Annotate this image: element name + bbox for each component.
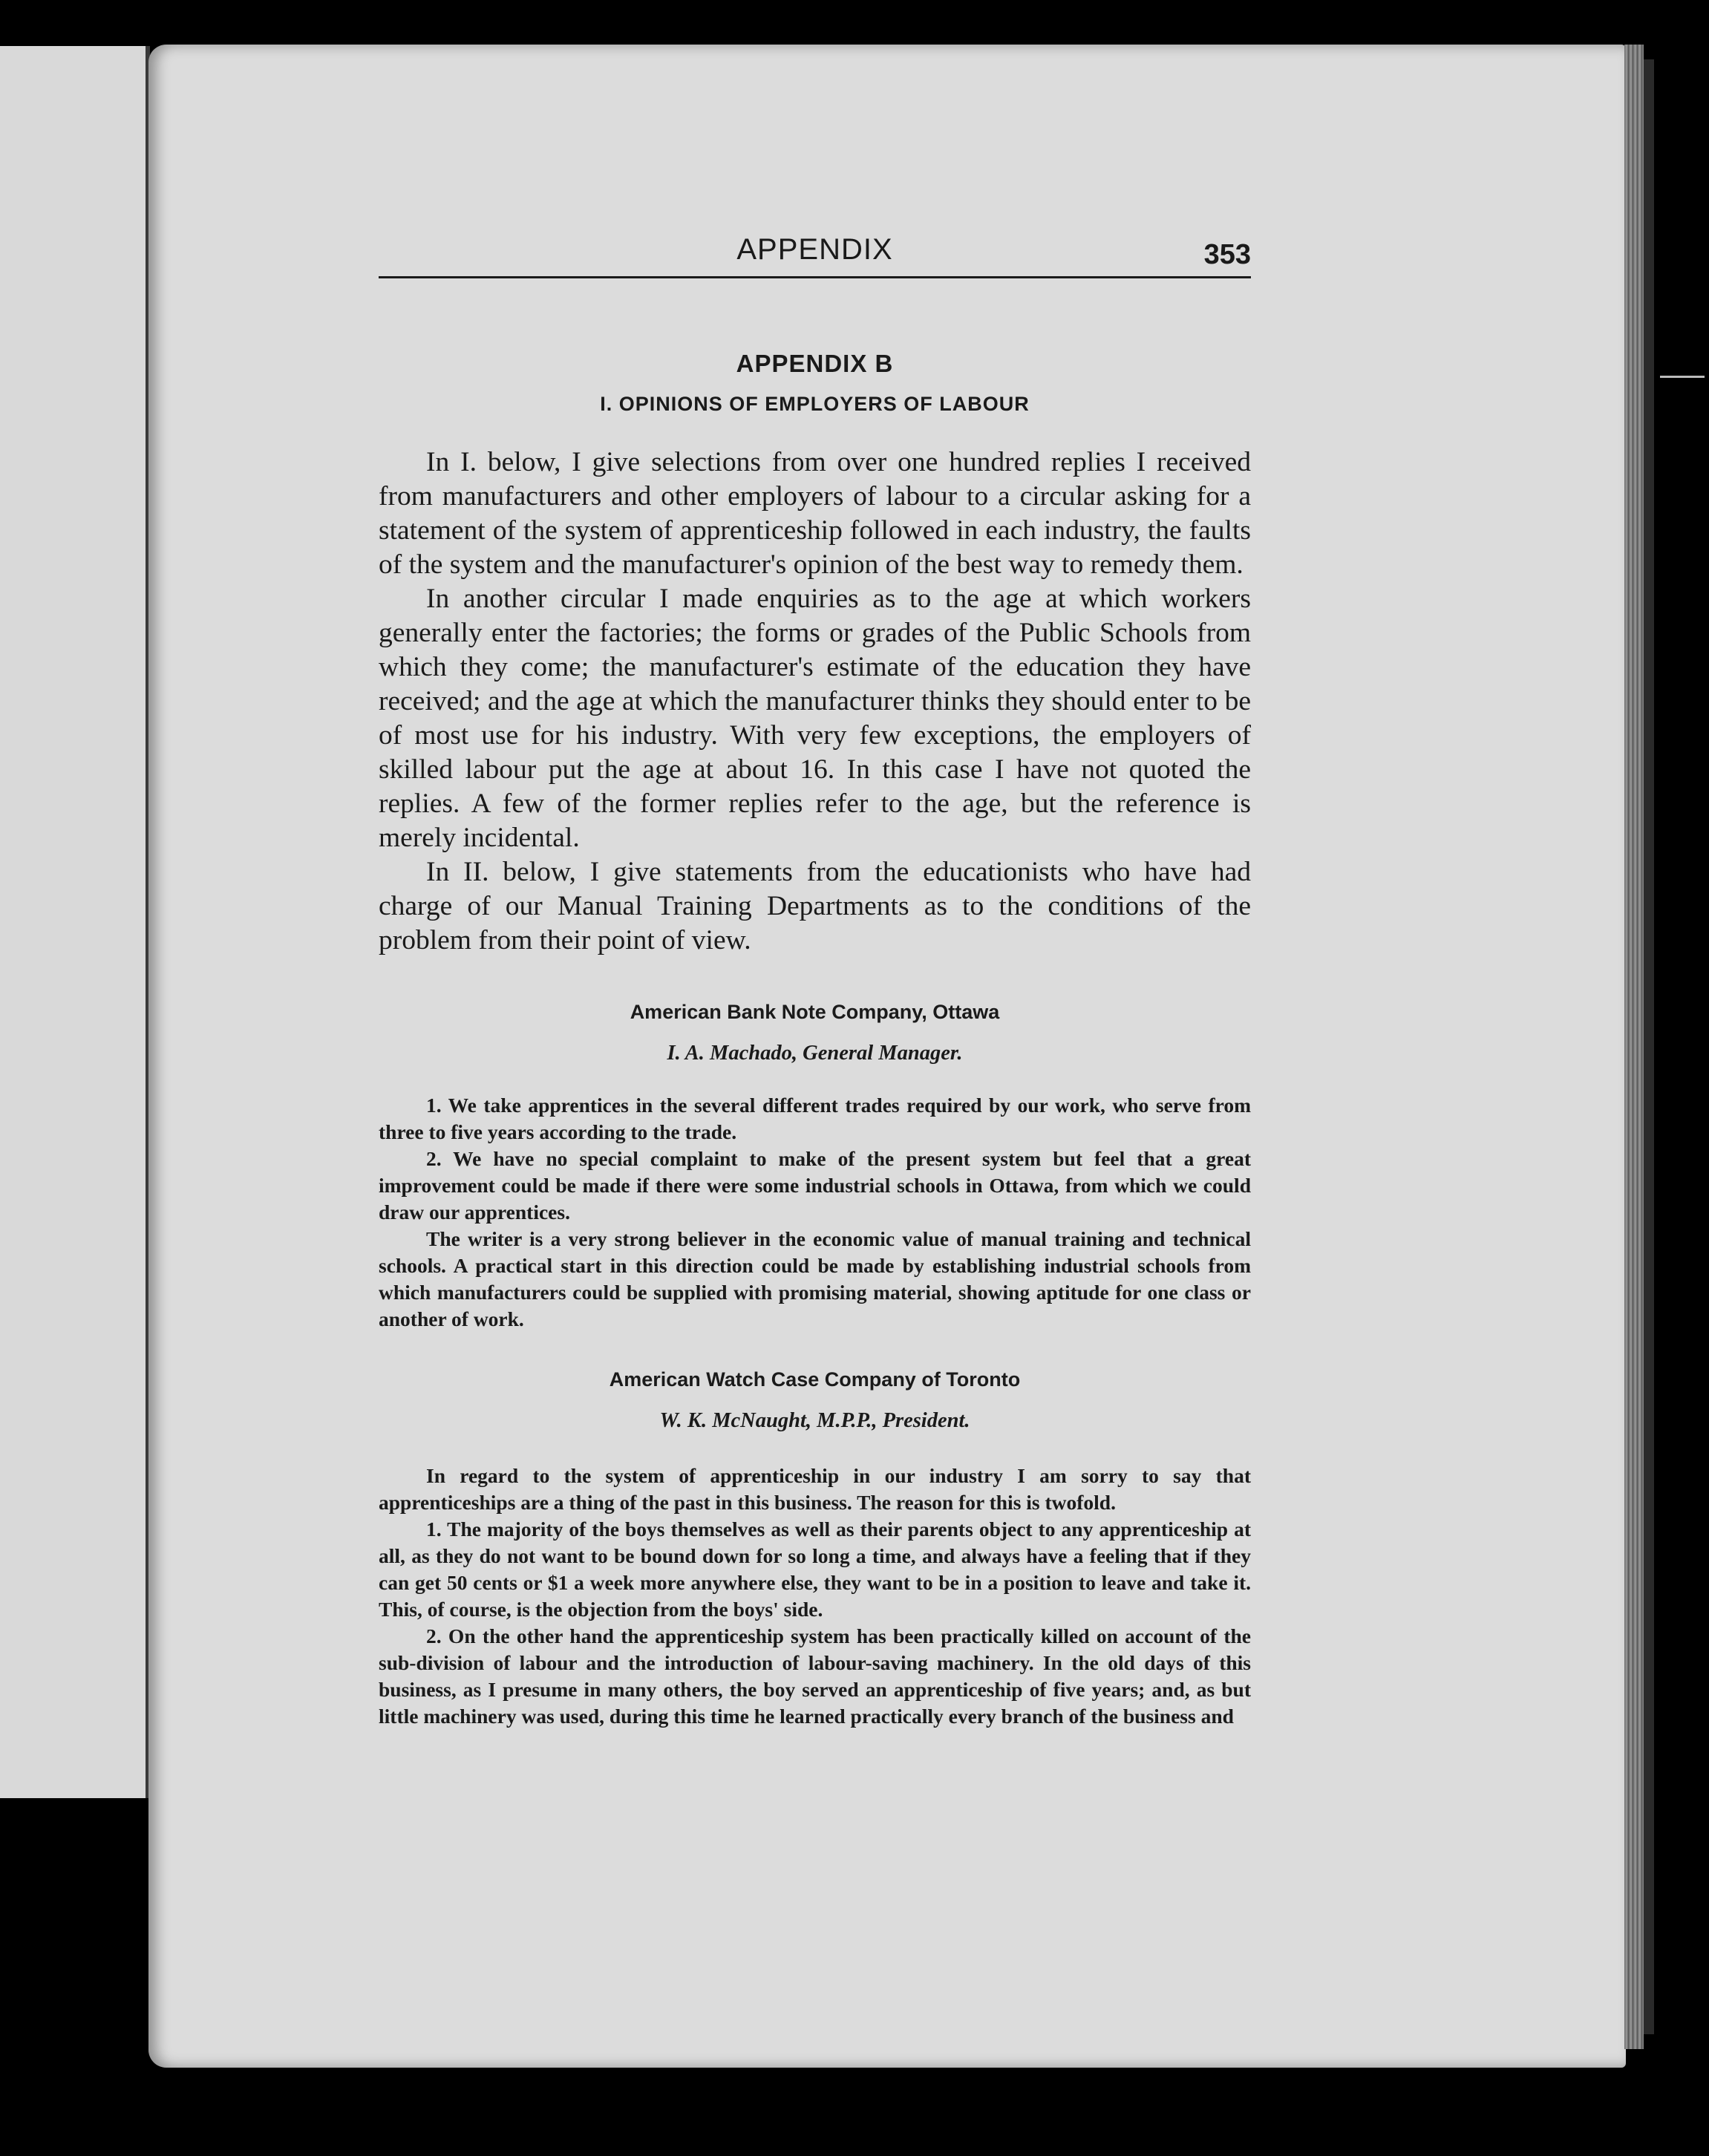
letter-paragraph: 1. We take apprentices in the several different trades required by our work, who serve from three to five years according to the trade. xyxy=(379,1094,1251,1143)
page-text-block xyxy=(379,230,1251,1730)
intro-paragraph: In II. below, I give statements from the educationists who have had charge of our Manual Training Departments as to the conditions of the problem from their point of view. xyxy=(379,857,1251,956)
letter-paragraph: In regard to the system of apprenticeship in our industry I am sorry to say that apprenticeships are a thing of the past in this business. The reason for this is twofold. xyxy=(379,1464,1251,1514)
appendix-title: APPENDIX B xyxy=(736,350,894,377)
company-heading: American Bank Note Company, Ottawa xyxy=(630,1001,1000,1023)
previous-page-edge xyxy=(0,46,150,1798)
intro-paragraph: In another circular I made enquiries as to the age at which workers generally enter the factories; the forms or grades of the Public Schools from which they come; the manufacturer's estimate of the education they have received; and the age at which the manufacturer thinks they should enter to be of most use for his industry. With very few exceptions, the employers of skilled labour put the age at about 16. In this case I have not quoted the replies. A few of the former replies refer to the age, but the reference is merely incidental. xyxy=(379,584,1251,853)
page-number: 353 xyxy=(1203,239,1251,270)
letter-paragraph: 1. The majority of the boys themselves as well as their parents object to any apprenticeship at all, as they do not want to be bound down for so long a time, and always have a feeling that if they can get 50 cents or $1 a week more anywhere else, they want to be in a position to leave and take it. This, of course, is the objection from the boys' side. xyxy=(379,1518,1251,1621)
section-title: I. OPINIONS OF EMPLOYERS OF LABOUR xyxy=(600,393,1030,415)
letter-paragraph: 2. We have no special complaint to make of the present system but feel that a great improvement could be made if there were some industrial schools in Ottawa, from which we could draw our apprentices. xyxy=(379,1147,1251,1224)
company-letter xyxy=(379,1092,1251,1333)
intro-paragraphs xyxy=(379,445,1251,958)
company-heading: American Watch Case Company of Toronto xyxy=(609,1368,1021,1391)
running-head-title: APPENDIX xyxy=(736,233,893,266)
page-stack-edge xyxy=(1624,45,1644,2049)
intro-paragraph: In I. below, I give selections from over one hundred replies I received from manufacturers and other employers of labour to a circular asking for a statement of the system of apprenticeship followed in each industry, the faults of the system and the manufacturer's opinion of the best way to remedy them. xyxy=(379,447,1251,580)
company-letter xyxy=(379,1463,1251,1730)
scan-mark xyxy=(1660,376,1705,378)
book-cover-edge xyxy=(1644,59,1654,2034)
company-signatory: I. A. Machado, General Manager. xyxy=(667,1042,963,1065)
company-signatory: W. K. McNaught, M.P.P., President. xyxy=(659,1409,970,1432)
letter-paragraph: The writer is a very strong believer in the economic value of manual training and technical schools. A practical start in this direction could be made by establishing industrial schools from which manufacturers could be supplied with promising material, showing aptitude for one class or another of work. xyxy=(379,1227,1251,1330)
running-head xyxy=(379,230,1251,278)
letter-paragraph: 2. On the other hand the apprenticeship system has been practically killed on account of the sub-division of labour and the introduction of labour-saving machinery. In the old days of this business, as I presume in many others, the boy served an apprenticeship of five years; and, as but little machinery was used, during this time he learned practically every branch of the business and xyxy=(379,1624,1251,1728)
